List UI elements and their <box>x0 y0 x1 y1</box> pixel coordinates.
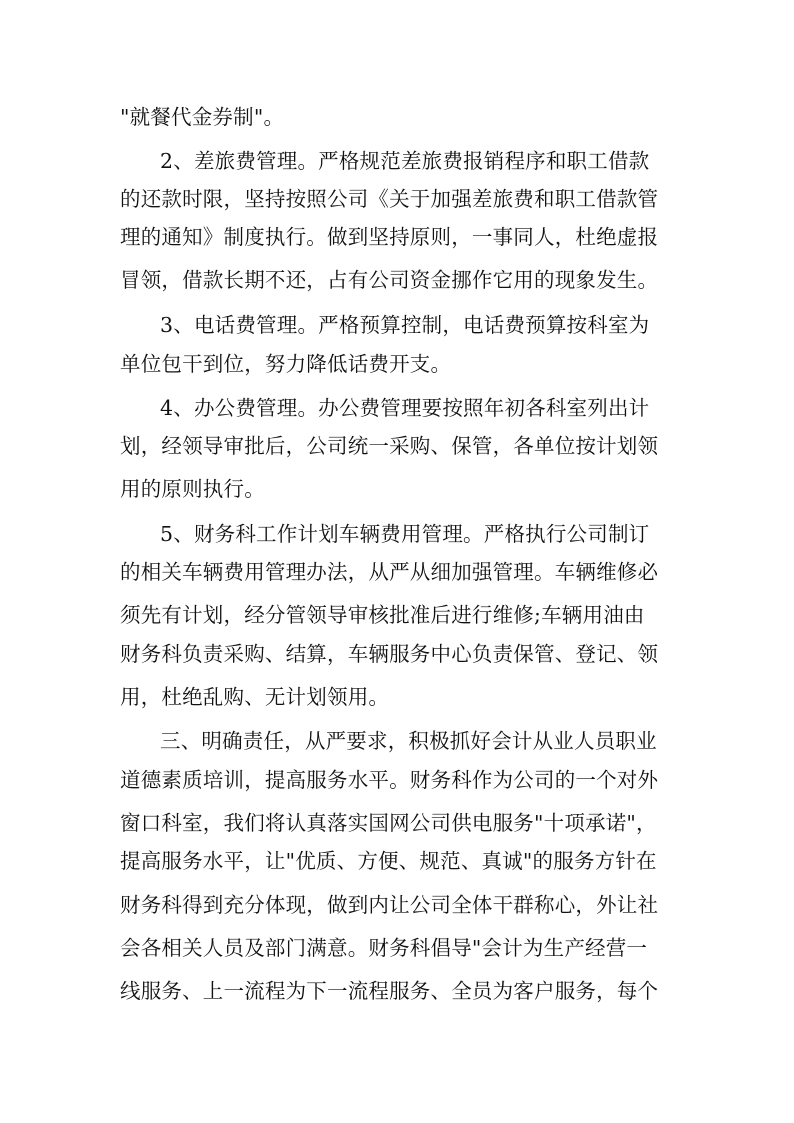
text-line: 财务科负责采购、结算，车辆服务中心负责保管、登记、领 <box>120 642 659 666</box>
text-line: 划，经领导审批后，公司统一采购、保管，各单位按计划领 <box>120 434 659 458</box>
text-line: 单位包干到位，努力降低话费开支。 <box>120 352 452 376</box>
text-line: 线服务、上一流程为下一流程服务、全员为客户服务，每个 <box>120 979 659 1003</box>
paragraph-heading-office-expense: 4、办公费管理。办公费管理要按照年初各科室列出计 <box>160 396 650 420</box>
text-line: 理的通知》制度执行。做到坚持原则，一事同人，杜绝虚报 <box>120 225 659 249</box>
text-line: 道德素质培训，提高服务水平。财务科作为公司的一个对外 <box>120 768 659 792</box>
text-line: "就餐代金券制"。 <box>120 105 285 129</box>
paragraph-heading-vehicle-expense: 5、财务科工作计划车辆费用管理。严格执行公司制订 <box>160 522 650 546</box>
text-line: 财务科得到充分体现，做到内让公司全体干群称心，外让社 <box>120 893 659 917</box>
text-line: 提高服务水平，让"优质、方便、规范、真诚"的服务方针在 <box>120 849 657 873</box>
text-line: 的相关车辆费用管理办法，从严从细加强管理。车辆维修必 <box>120 560 659 584</box>
text-line: 用，杜绝乱购、无计划领用。 <box>120 685 390 709</box>
paragraph-heading-phone-expense: 3、电话费管理。严格预算控制，电话费预算按科室为 <box>160 313 650 337</box>
text-line: 的还款时限，坚持按照公司《关于加强差旅费和职工借款管 <box>120 187 659 211</box>
text-line: 须先有计划，经分管领导审核批准后进行维修;车辆用油由 <box>120 603 645 627</box>
section-heading-responsibility: 三、明确责任，从严要求，积极抓好会计从业人员职业 <box>160 729 657 753</box>
text-line: 会各相关人员及部门满意。财务科倡导"会计为生产经营一 <box>120 936 648 960</box>
paragraph-heading-travel-expense: 2、差旅费管理。严格规范差旅费报销程序和职工借款 <box>160 149 650 173</box>
text-line: 窗口科室，我们将认真落实国网公司供电服务"十项承诺"， <box>120 811 657 835</box>
text-line: 冒领，借款长期不还，占有公司资金挪作它用的现象发生。 <box>120 268 659 292</box>
text-line: 用的原则执行。 <box>120 477 265 501</box>
